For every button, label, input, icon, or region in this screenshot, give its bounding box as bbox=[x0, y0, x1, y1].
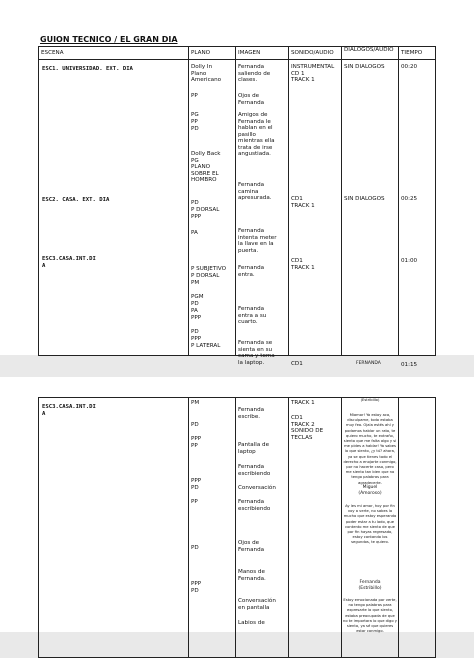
document-page-2 bbox=[0, 377, 474, 632]
imagen-item: escribiendo bbox=[238, 505, 271, 512]
imagen-item: Fernanda se bbox=[238, 340, 273, 346]
plano-item: PPP bbox=[191, 214, 202, 220]
imagen-item: Ojos de bbox=[238, 93, 260, 99]
imagen-item: Fernanda bbox=[238, 499, 265, 505]
imagen-item: hablan en el bbox=[238, 125, 273, 131]
plano-item: PA bbox=[191, 308, 198, 314]
dialogo-item: Estoy emocionada por verte, no tengo palabras para expresarte lo que siento, estaba preocupada de que no te importara lo que digo y siento, ya sé que quieres estar conmigo. bbox=[343, 598, 397, 634]
sonido-item: TECLAS bbox=[291, 434, 313, 441]
imagen-item: camina bbox=[238, 188, 259, 195]
imagen-item: Fernanda bbox=[238, 306, 265, 312]
header-escena: ESCENA bbox=[39, 47, 189, 60]
scene-heading-3: ESC3.CASA.INT.DI bbox=[42, 404, 96, 410]
scene-heading-2: ESC2. CASA. EXT. DIA bbox=[42, 197, 110, 203]
plano-item: PPP bbox=[191, 315, 202, 321]
plano-item: PD bbox=[191, 301, 199, 307]
imagen-item: en pantalla bbox=[238, 604, 270, 611]
plano-item: PD bbox=[191, 422, 199, 428]
table-row bbox=[39, 398, 436, 658]
plano-item: P LATERAL bbox=[191, 343, 221, 349]
plano-item: PPP bbox=[191, 436, 202, 442]
imagen-item: cuarto. bbox=[238, 319, 258, 325]
imagen-cell bbox=[236, 60, 289, 366]
plano-item: PA bbox=[191, 230, 198, 236]
tiempo-item: 00:20 bbox=[401, 64, 418, 70]
plano-item: SOBRE EL bbox=[191, 170, 219, 177]
sonido-item: TRACK 1 bbox=[291, 77, 315, 83]
plano-cell bbox=[189, 60, 236, 356]
scene-heading-3: ESC3.CASA.INT.DI bbox=[42, 256, 96, 262]
sonido-cell bbox=[289, 398, 342, 658]
document-title: GUION TECNICO / EL GRAN DIA bbox=[40, 35, 178, 44]
sonido-item: TRACK 1 bbox=[291, 400, 315, 406]
dialogos-cell bbox=[342, 60, 399, 366]
imagen-item: Fernanda bbox=[238, 464, 265, 470]
dialogo-item: FERNANDA bbox=[356, 361, 381, 366]
imagen-item: intenta meter bbox=[238, 234, 277, 241]
plano-item: PD bbox=[191, 126, 199, 132]
dialogo-item: Miguel bbox=[362, 485, 378, 490]
sonido-item: CD1 bbox=[291, 258, 303, 264]
plano-item: PD bbox=[191, 485, 199, 491]
imagen-item: la laptop. bbox=[238, 359, 265, 366]
plano-item: Americano bbox=[191, 77, 222, 83]
imagen-item: mientras ella bbox=[238, 138, 275, 144]
plano-item: Dolly Back bbox=[191, 151, 221, 157]
tiempo-cell bbox=[399, 60, 436, 368]
dialogo-item: SIN DIALOGOS bbox=[344, 64, 385, 70]
imagen-item: laptop bbox=[238, 448, 256, 455]
imagen-item: Pantalla de bbox=[238, 442, 270, 448]
imagen-item: Ojos de bbox=[238, 540, 260, 546]
plano-item: HOMBRO bbox=[191, 177, 217, 183]
plano-item: PG bbox=[191, 112, 199, 118]
dialogo-item: SIN DIALOGOS bbox=[344, 196, 385, 202]
imagen-item: escribiendo bbox=[238, 470, 271, 477]
plano-item: PPP bbox=[191, 336, 202, 342]
sonido-item: CD1 bbox=[291, 361, 303, 367]
tiempo-item: 00:25 bbox=[401, 196, 418, 202]
plano-item: P DORSAL bbox=[191, 273, 220, 279]
plano-item: Dolly In bbox=[191, 64, 213, 70]
imagen-item: puerta. bbox=[238, 247, 259, 254]
imagen-item: Conversación bbox=[238, 598, 276, 604]
imagen-item: saliendo de bbox=[238, 70, 271, 77]
imagen-item: Fernanda bbox=[238, 407, 265, 413]
table-header-row bbox=[39, 47, 436, 60]
plano-item: PP bbox=[191, 119, 198, 125]
imagen-item: Fernanda. bbox=[238, 575, 266, 582]
header-sonido: SONIDO/AUDIO bbox=[289, 47, 342, 60]
plano-cell bbox=[189, 398, 236, 658]
header-imagen: IMAGEN bbox=[236, 47, 289, 60]
imagen-item: apresurada. bbox=[238, 195, 272, 201]
sonido-item: CD1 bbox=[291, 415, 303, 421]
imagen-item: Fernanda le bbox=[238, 118, 271, 125]
imagen-item: entra. bbox=[238, 271, 255, 278]
imagen-item: pasillo bbox=[238, 131, 256, 138]
plano-item: P DORSAL bbox=[191, 207, 220, 213]
sonido-item: CD 1 bbox=[291, 70, 305, 77]
sonido-item: TRACK 1 bbox=[291, 264, 315, 271]
imagen-item: Fernanda bbox=[238, 99, 265, 106]
imagen-item: cama y toma bbox=[238, 353, 275, 359]
dialogo-item: (Estribillo) bbox=[360, 398, 380, 402]
plano-item: PM bbox=[191, 280, 200, 286]
header-dialogos: DIALOGOS/AUDIO bbox=[342, 47, 399, 60]
dialogos-cell bbox=[342, 398, 399, 658]
header-tiempo: TIEMPO bbox=[399, 47, 436, 60]
imagen-cell bbox=[236, 398, 289, 658]
tiempo-item: 01:00 bbox=[401, 258, 418, 264]
plano-item: PD bbox=[191, 200, 199, 206]
plano-item: PP bbox=[191, 93, 198, 99]
plano-item: PM bbox=[191, 400, 200, 406]
dialogo-item: Miamor! Ya estoy aca, disculpame, todo estaba muy feo. Ojala estés ahí y podamos hablar un rato, te quiero mucho, te extraño, siento que me falta algo y si me pides a hablar! Ya sabes lo que siento, ¿y tú? ahora, ya se que tienes todo el derecho a enojarte conmigo, por no hacerte caso, pero me siento tan bien que no tengo palabras para agradecerte. bbox=[343, 413, 397, 485]
script-table-2 bbox=[38, 397, 436, 658]
plano-item: PGM bbox=[191, 294, 204, 300]
imagen-item: clases. bbox=[238, 77, 258, 83]
imagen-item: Amigos de bbox=[238, 112, 268, 118]
plano-item: PG bbox=[191, 157, 199, 164]
plano-item: PD bbox=[191, 588, 199, 594]
escena-cell bbox=[39, 60, 189, 356]
sonido-item: TRACK 2 bbox=[291, 421, 315, 428]
scene-heading-3-cont: A bbox=[42, 263, 46, 269]
sonido-item: CD1 bbox=[291, 196, 303, 202]
sonido-item: TRACK 1 bbox=[291, 202, 315, 209]
imagen-item: Fernanda bbox=[238, 64, 265, 70]
imagen-item: la llave en la bbox=[238, 241, 274, 247]
script-table-1 bbox=[38, 46, 436, 368]
header-plano: PLANO bbox=[189, 47, 236, 60]
plano-item: PD bbox=[191, 545, 199, 551]
dialogo-item: (Amoroso) bbox=[358, 491, 382, 496]
imagen-item: entra a su bbox=[238, 312, 267, 319]
plano-item: PP bbox=[191, 443, 198, 449]
imagen-item: escribe. bbox=[238, 413, 261, 420]
sonido-item: SONIDO DE bbox=[291, 428, 324, 434]
plano-item: Plano bbox=[191, 70, 207, 77]
dialogo-item: (Estribillo) bbox=[358, 586, 382, 591]
imagen-item: trata de irse bbox=[238, 144, 273, 151]
dialogo-item: Ay les mi amor, hoy por fin voy a verte, no sabes lo mucho que estoy esperando poder estar a tu lado, que contento me siento de que por fin hayas regresado, estoy contando los segundos, te quiero. bbox=[343, 504, 397, 545]
sonido-item: INSTRUMENTAL bbox=[291, 64, 335, 70]
table-row bbox=[39, 60, 436, 356]
plano-item: PLANO bbox=[191, 164, 211, 170]
scene-heading-3-cont: A bbox=[42, 411, 46, 417]
scene-heading-1: ESC1. UNIVERSIDAD. EXT. DIA bbox=[42, 66, 133, 72]
imagen-item: angustiada. bbox=[238, 151, 271, 157]
imagen-item: sienta en su bbox=[238, 346, 273, 353]
imagen-item: Manos de bbox=[238, 569, 265, 575]
imagen-item: Fernanda bbox=[238, 228, 265, 234]
imagen-item: Labios de bbox=[238, 620, 265, 626]
imagen-item: Conversación bbox=[238, 485, 276, 491]
plano-item: PD bbox=[191, 329, 199, 335]
sonido-cell bbox=[289, 60, 342, 367]
plano-item: P SUBJETIVO bbox=[191, 266, 227, 272]
imagen-item: Fernanda bbox=[238, 182, 265, 188]
imagen-item: Fernanda bbox=[238, 546, 265, 553]
dialogo-item: Fernanda bbox=[359, 580, 381, 585]
tiempo-item: 01:15 bbox=[401, 362, 418, 368]
imagen-item: Fernanda bbox=[238, 265, 265, 271]
escena-cell bbox=[39, 398, 189, 658]
plano-item: PP bbox=[191, 499, 198, 505]
tiempo-cell bbox=[399, 398, 436, 658]
plano-item: PPP bbox=[191, 478, 202, 484]
plano-item: PPP bbox=[191, 581, 202, 587]
